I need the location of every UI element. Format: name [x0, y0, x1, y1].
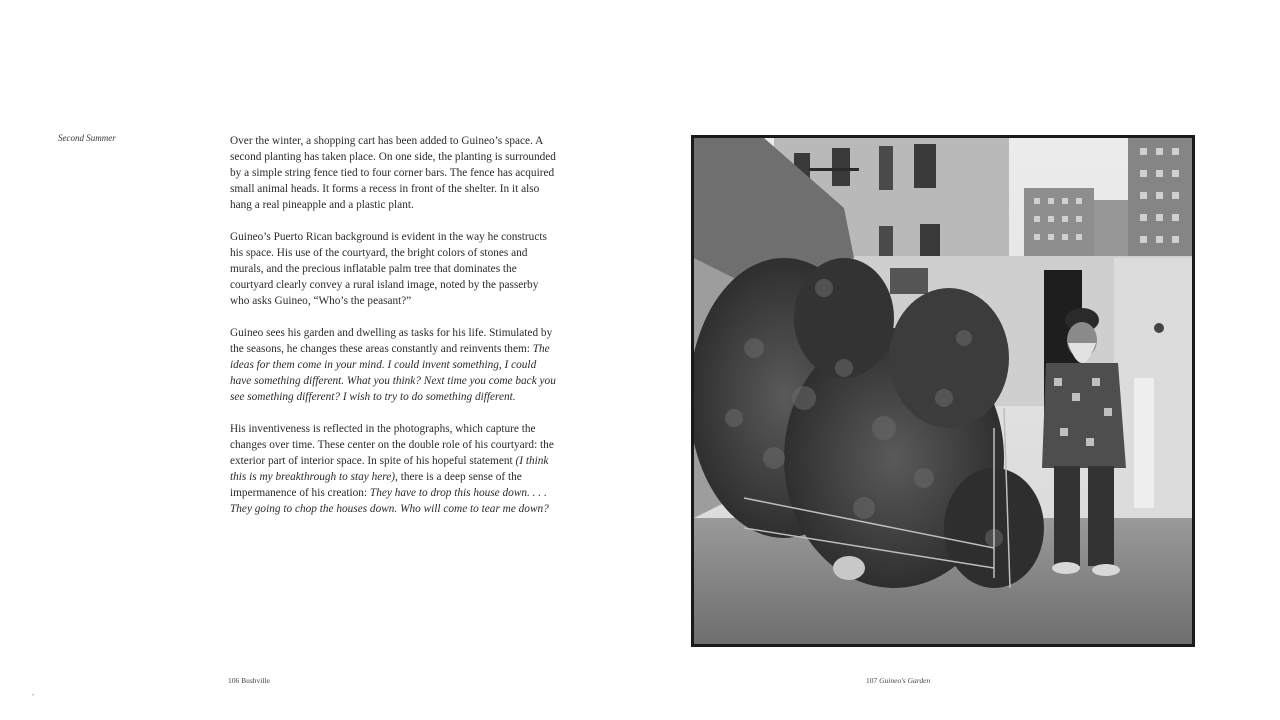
- italic-quote: (I think this is my breakthrough to stay here): [230, 455, 549, 483]
- sidenote: Second Summer: [58, 133, 116, 143]
- folio-title: Guineo's Garden: [879, 676, 931, 685]
- text-run: Guineo sees his garden and dwelling as tasks for his life. Stimulated by the seasons, he changes these areas constantly and reinvents them:: [230, 327, 553, 355]
- text-run: His inventiveness is reflected in the photographs, which capture the changes over time. These center on the double role of his courtyard: the exterior part of interior space. In spite of his hopeful statement: [230, 423, 554, 467]
- text-run: , there is a deep sense of the impermanence of his creation:: [230, 471, 522, 499]
- body-text: [230, 133, 560, 533]
- italic-quote: They have to drop this house down. . . . They going to chop the houses down. Who will come to tear me down?: [230, 487, 549, 515]
- paragraph: [230, 421, 560, 517]
- folio-right: [866, 676, 930, 685]
- paragraph: [230, 229, 560, 309]
- page-mark: •: [32, 693, 35, 699]
- paragraph: [230, 325, 560, 405]
- photograph: [691, 135, 1195, 647]
- rock: [833, 556, 865, 580]
- folio-page-number: 107: [866, 676, 878, 685]
- paragraph: [230, 133, 560, 213]
- text-run: Guineo’s Puerto Rican background is evident in the way he constructs his space. His use of the courtyard, the bright colors of stones and murals, and the precious inflatable palm tree that dominates the courtyard clearly convey a rural island image, noted by the passerby who asks Guineo, “Who’s the peasant?”: [230, 231, 547, 307]
- italic-quote: The ideas for them come in your mind. I could invent something, I could have something different. What you think? Next time you come back you see something different? I wish to try to do something different.: [230, 343, 556, 403]
- text-run: Over the winter, a shopping cart has been added to Guineo’s space. A second planting has taken place. On one side, the planting is surrounded by a simple string fence tied to four corner bars. The fence has acquired small animal heads. It forms a recess in front of the shelter. In it also hang a real pineapple and a plastic plant.: [230, 135, 556, 211]
- folio-left: 106 Bushville: [228, 676, 270, 685]
